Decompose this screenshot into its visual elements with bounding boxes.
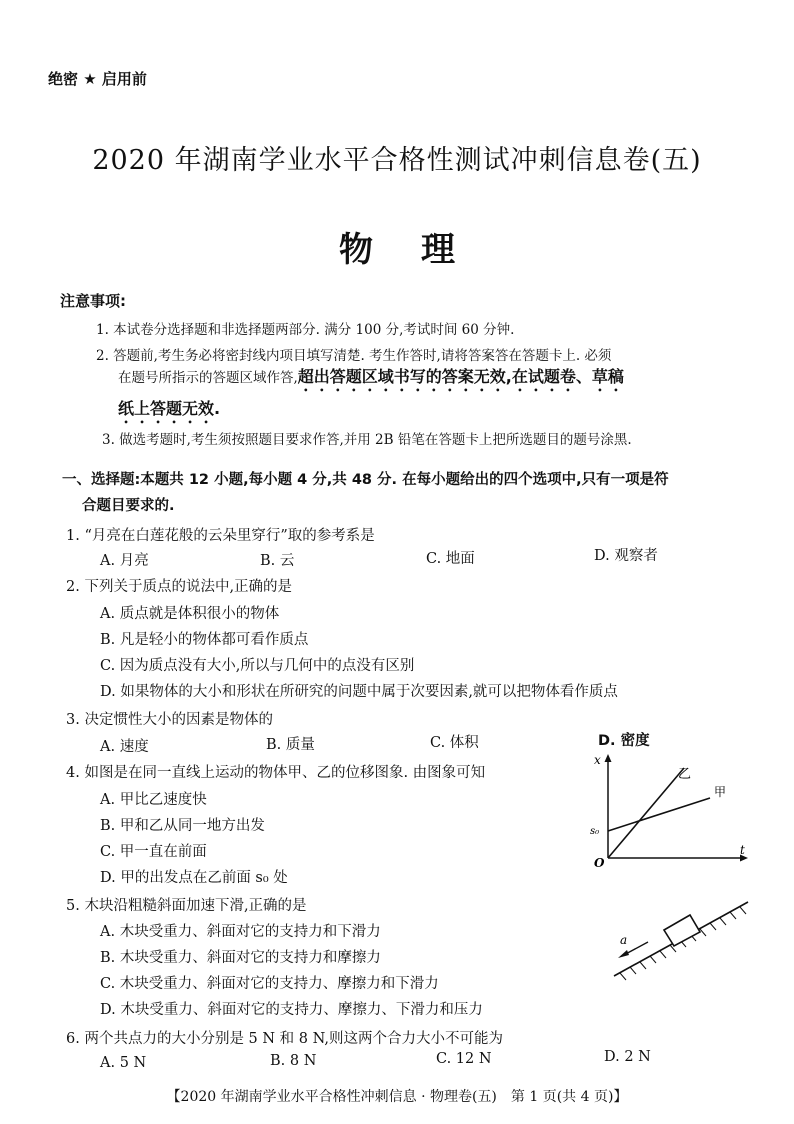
notice-item-2-plain: 在题号所指示的答题区域作答, bbox=[118, 370, 298, 386]
question-4-option-b: B. 甲和乙从同一地方出发 bbox=[100, 818, 265, 834]
notice-item-2-line-a: 2. 答题前,考生务必将密封线内项目填写清楚. 考生作答时,请将答案答在答题卡上. 必须 bbox=[96, 348, 612, 364]
page-footer: 【2020 年湖南学业水平合格性冲刺信息 · 物理卷(五) 第 1 页(共 4 页)】 bbox=[166, 1089, 628, 1105]
notice-item-1: 1. 本试卷分选择题和非选择题两部分. 满分 100 分,考试时间 60 分钟. bbox=[96, 322, 515, 338]
notice-item-2-line-c: 纸上答题无效. bbox=[118, 399, 221, 418]
question-6-stem: 6. 两个共点力的大小分别是 5 N 和 8 N,则这两个合力大小不可能为 bbox=[66, 1031, 503, 1047]
notice-heading: 注意事项: bbox=[60, 292, 126, 310]
question-6-option-b: B. 8 N bbox=[270, 1053, 317, 1069]
question-5-option-a: A. 木块受重力、斜面对它的支持力和下滑力 bbox=[100, 924, 381, 940]
question-4-option-c: C. 甲一直在前面 bbox=[100, 844, 207, 860]
question-3-option-b: B. 质量 bbox=[266, 737, 315, 753]
graph-line-jia bbox=[608, 798, 710, 831]
question-3-stem: 3. 决定惯性大小的因素是物体的 bbox=[66, 712, 273, 728]
question-6-option-a: A. 5 N bbox=[100, 1055, 147, 1071]
graph-y-label: x bbox=[594, 753, 601, 767]
incline-block-figure bbox=[606, 894, 756, 984]
question-3-option-c: C. 体积 bbox=[430, 735, 479, 751]
question-5-stem: 5. 木块沿粗糙斜面加速下滑,正确的是 bbox=[66, 898, 307, 914]
graph-origin-label: O bbox=[594, 856, 605, 870]
question-6-option-d: D. 2 N bbox=[604, 1049, 651, 1065]
question-2-stem: 2. 下列关于质点的说法中,正确的是 bbox=[66, 579, 293, 595]
notice-item-2-line-b bbox=[118, 364, 624, 395]
question-5-option-d: D. 木块受重力、斜面对它的支持力、摩擦力、下滑力和压力 bbox=[100, 1002, 483, 1018]
acceleration-label: a bbox=[620, 933, 628, 947]
question-1-stem: 1. “月亮在白莲花般的云朵里穿行”取的参考系是 bbox=[66, 528, 375, 544]
question-3-option-d: D. 密度 bbox=[598, 733, 650, 749]
graph-yi-label: 乙 bbox=[678, 767, 692, 782]
question-1-option-c: C. 地面 bbox=[426, 551, 475, 567]
section-heading-line-1: 一、选择题:本题共 12 小题,每小题 4 分,共 48 分. 在每小题给出的四个选项中,只有一项是符 bbox=[62, 472, 669, 488]
notice-item-2-emphasis: 超出答题区域书写的答案无效,在试题卷、草稿 bbox=[297, 367, 624, 386]
question-6-option-c: C. 12 N bbox=[436, 1051, 492, 1067]
question-3-option-a: A. 速度 bbox=[100, 739, 149, 755]
question-1-option-d: D. 观察者 bbox=[594, 548, 658, 564]
wooden-block bbox=[664, 915, 700, 946]
incline-hatching bbox=[620, 907, 746, 980]
graph-line-yi bbox=[608, 768, 684, 858]
question-5-option-b: B. 木块受重力、斜面对它的支持力和摩擦力 bbox=[100, 950, 381, 966]
question-4-option-a: A. 甲比乙速度快 bbox=[100, 792, 207, 808]
graph-x-label: t bbox=[740, 843, 745, 857]
subject-title: 物理 bbox=[339, 230, 503, 270]
question-5-option-c: C. 木块受重力、斜面对它的支持力、摩擦力和下滑力 bbox=[100, 976, 439, 992]
question-1-option-b: B. 云 bbox=[260, 553, 295, 569]
question-2-option-a: A. 质点就是体积很小的物体 bbox=[100, 606, 280, 622]
graph-jia-label: 甲 bbox=[714, 785, 727, 799]
exam-title: 2020 年湖南学业水平合格性测试冲刺信息卷(五) bbox=[92, 145, 702, 176]
question-2-option-b: B. 凡是轻小的物体都可看作质点 bbox=[100, 632, 309, 648]
graph-y-arrow-icon bbox=[605, 754, 612, 762]
section-heading-line-2: 合题目要求的. bbox=[82, 498, 175, 514]
question-1-option-a: A. 月亮 bbox=[100, 553, 149, 569]
graph-s0-label: s₀ bbox=[590, 826, 600, 837]
question-4-option-d: D. 甲的出发点在乙前面 s₀ 处 bbox=[100, 870, 288, 886]
question-2-option-d: D. 如果物体的大小和形状在所研究的问题中属于次要因素,就可以把物体看作质点 bbox=[100, 684, 618, 700]
displacement-time-graph bbox=[586, 748, 756, 870]
question-2-option-c: C. 因为质点没有大小,所以与几何中的点没有区别 bbox=[100, 658, 415, 674]
notice-item-3: 3. 做选考题时,考生须按照题目要求作答,并用 2B 铅笔在答题卡上把所选题目的题号涂黑. bbox=[102, 432, 632, 448]
question-4-stem: 4. 如图是在同一直线上运动的物体甲、乙的位移图象. 由图象可知 bbox=[66, 765, 486, 781]
confidential-label: 绝密 ★ 启用前 bbox=[48, 70, 147, 88]
acceleration-arrow-head-icon bbox=[618, 950, 629, 958]
